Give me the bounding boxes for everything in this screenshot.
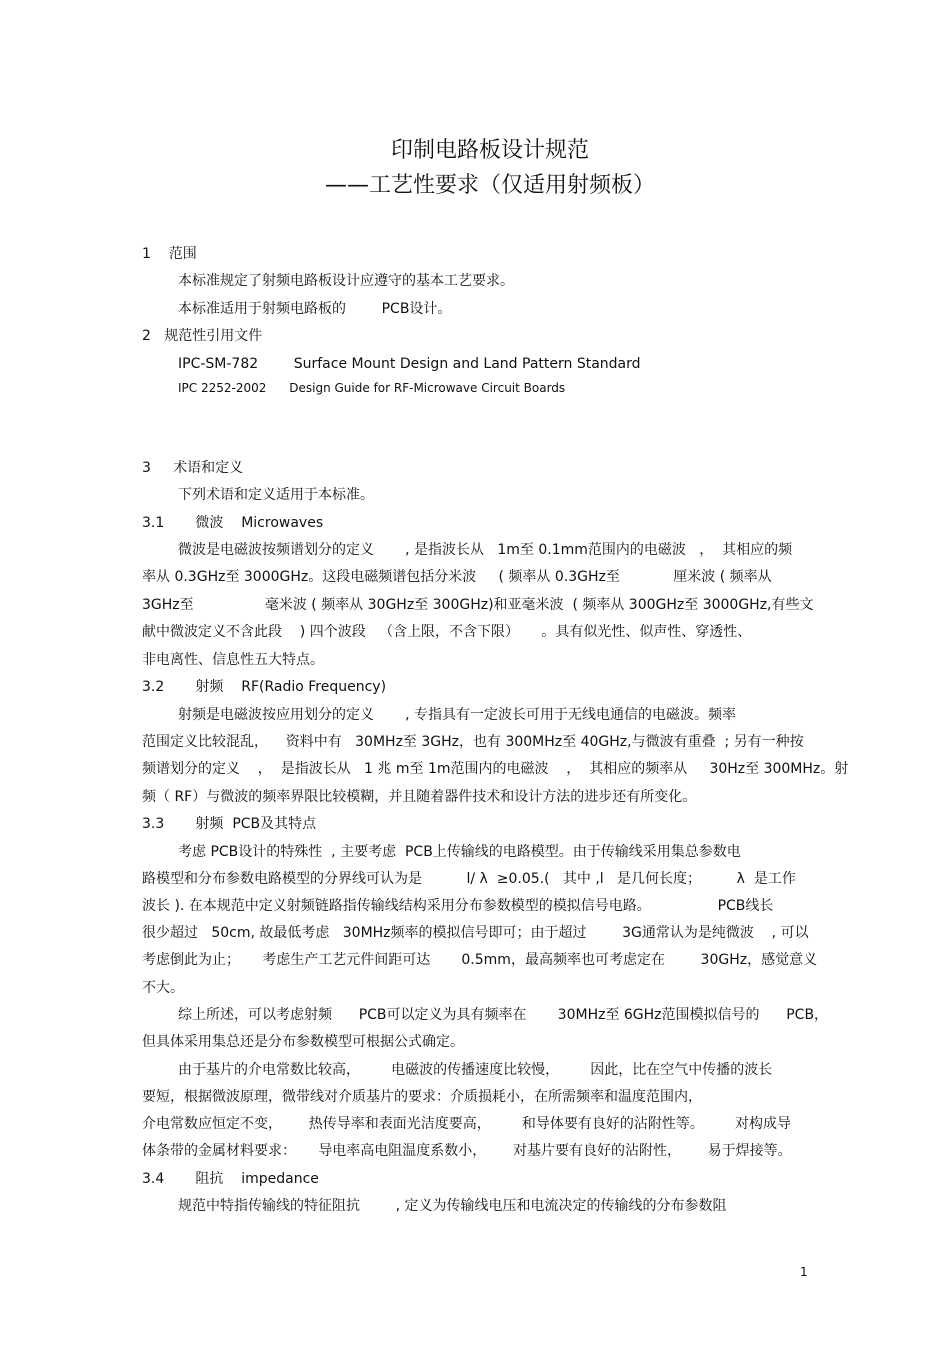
page-number: 1 (800, 1265, 808, 1279)
paragraph-line: 非电离性、信息性五大特点。 (142, 652, 324, 668)
paragraph-line: 波长 ). 在本规范中定义射频链路指传输线结构采用分布参数模型的模拟信号电路。 PCB线长 (142, 898, 774, 914)
paragraph-line: 但具体采用集总还是分布参数模型可根据公式确定。 (142, 1034, 464, 1050)
paragraph-line: 微波是电磁波按频谱划分的定义 , 是指波长从 1m至 0.1mm范围内的电磁波 ， 其相应的频 (178, 542, 793, 558)
paragraph-line: 考虑倒此为止； 考虑生产工艺元件间距可达 0.5mm，最高频率也可考虑定在 30GHz，感觉意义 (142, 952, 818, 968)
paragraph-line: 不大。 (142, 980, 184, 996)
section-heading-scope: 1 范围 (142, 246, 197, 262)
paragraph-line: 路模型和分布参数电路模型的分界线可认为是 l/ λ ≥0.05.( 其中 ,l 是几何长度； λ 是工作 (142, 871, 796, 887)
paragraph-line: 频谱划分的定义 ， 是指波长从 1 兆 m至 1m范围内的电磁波 ， 其相应的频率从 30Hz至 300MHz。射 (142, 761, 849, 777)
subsection-heading-rf: 3.2 射频 RF(Radio Frequency) (142, 679, 387, 695)
paragraph-line: 射频是电磁波按应用划分的定义 , 专指具有一定波长可用于无线电通信的电磁波。频率 (178, 707, 737, 723)
paragraph-line: 介电常数应恒定不变， 热传导率和表面光洁度要高， 和导体要有良好的沾附性等。 对构成导 (142, 1116, 792, 1132)
reference-item: IPC-SM-782 Surface Mount Design and Land Pattern Standard (178, 356, 641, 372)
paragraph-line: 要短，根据微波原理，微带线对介质基片的要求：介质损耗小，在所需频率和温度范围内， (142, 1089, 702, 1105)
subsection-heading-rf-pcb: 3.3 射频 PCB及其特点 (142, 816, 317, 832)
paragraph-line: 率从 0.3GHz至 3000GHz。这段电磁频谱包括分米波 ( 频率从 0.3GHz至 厘米波 ( 频率从 (142, 569, 772, 585)
subsection-heading-microwaves: 3.1 微波 Microwaves (142, 515, 324, 531)
document-subtitle: ——工艺性要求（仅适用射频板） (324, 173, 655, 198)
paragraph-line: 考虑 PCB设计的特殊性 , 主要考虑 PCB上传输线的电路模型。由于传输线采用集总参数电 (178, 844, 741, 860)
section-heading-references: 2 规范性引用文件 (142, 328, 263, 344)
paragraph-line: 献中微波定义不含此段 ) 四个波段 （含上限，不含下限） 。具有似光性、似声性、穿透性、 (142, 624, 752, 640)
reference-item: IPC 2252-2002 Design Guide for RF-Microwave Circuit Boards (178, 381, 566, 395)
paragraph-line: 综上所述，可以考虑射频 PCB可以定义为具有频率在 30MHz至 6GHz范围模拟信号的 PCB， (178, 1007, 829, 1023)
paragraph-line: 规范中特指传输线的特征阻抗 , 定义为传输线电压和电流决定的传输线的分布参数阻 (178, 1198, 727, 1214)
paragraph-line: 体条带的金属材料要求： 导电率高电阻温度系数小， 对基片要有良好的沾附性， 易于焊接等。 (142, 1143, 792, 1159)
paragraph: 下列术语和定义适用于本标准。 (178, 487, 374, 503)
paragraph-line: 3GHz至 毫米波 ( 频率从 30GHz至 300GHz)和亚毫米波 ( 频率从 300GHz至 3000GHz,有些文 (142, 597, 814, 613)
paragraph-line: 由于基片的介电常数比较高， 电磁波的传播速度比较慢， 因此，比在空气中传播的波长 (178, 1062, 773, 1078)
subsection-heading-impedance: 3.4 阻抗 impedance (142, 1171, 319, 1187)
document-title: 印制电路板设计规范 (390, 138, 589, 163)
paragraph: 本标准规定了射频电路板设计应遵守的基本工艺要求。 (178, 273, 514, 289)
paragraph-line: 频（ RF）与微波的频率界限比较模糊，并且随着器件技术和设计方法的进步还有所变化。 (142, 789, 697, 805)
paragraph-line: 很少超过 50cm, 故最低考虑 30MHz频率的模拟信号即可；由于超过 3G通常认为是纯微波 , 可以 (142, 925, 809, 941)
section-heading-terms: 3 术语和定义 (142, 460, 244, 476)
paragraph-line: 范围定义比较混乱， 资料中有 30MHz至 3GHz，也有 300MHz至 40GHz,与微波有重叠 ; 另有一种按 (142, 734, 804, 750)
paragraph: 本标准适用于射频电路板的 PCB设计。 (178, 301, 452, 317)
